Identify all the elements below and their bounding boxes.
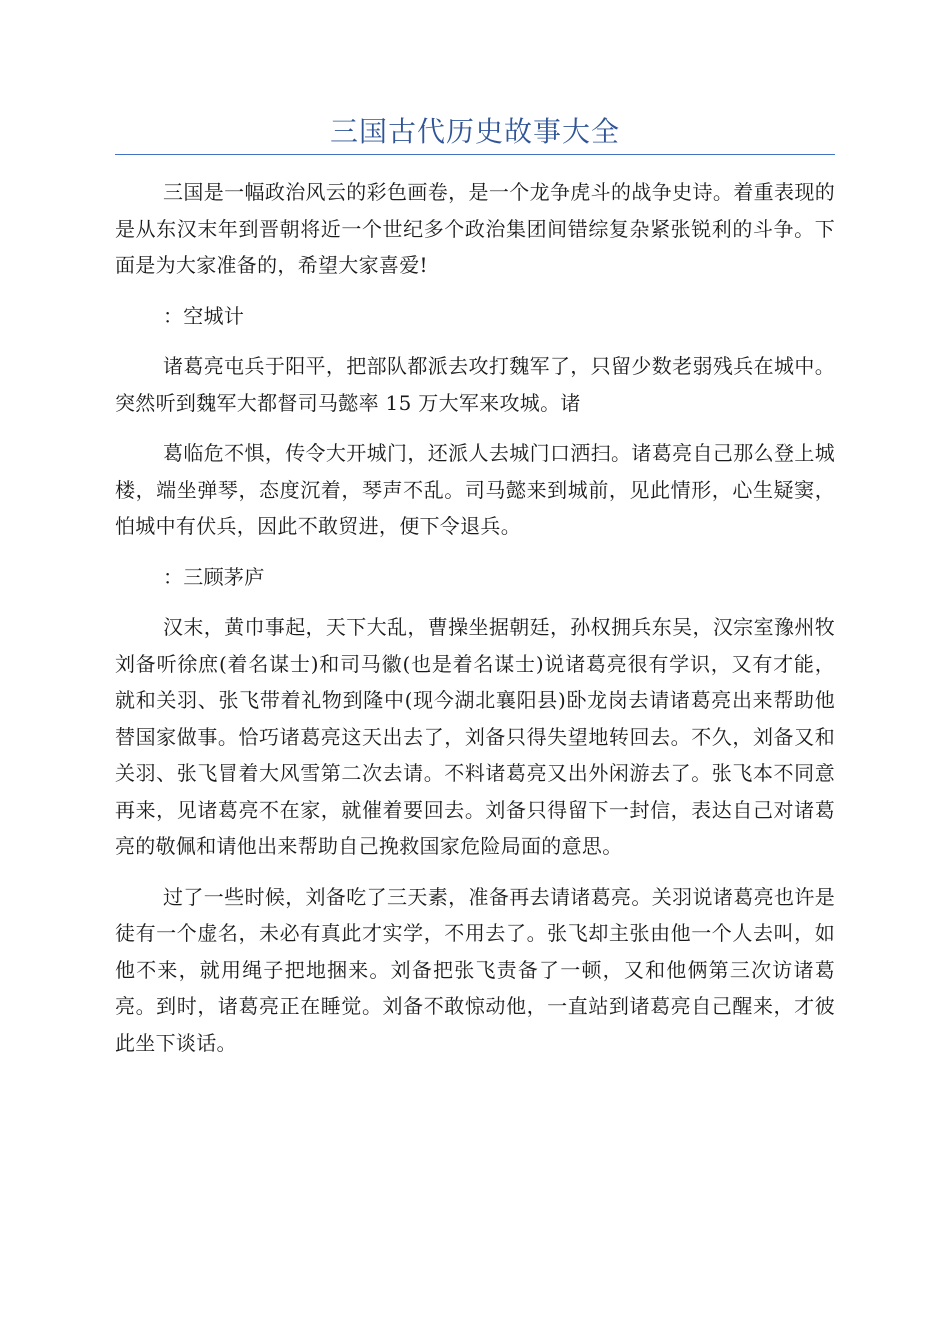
paragraph-empty-city-1: 诸葛亮屯兵于阳平，把部队都派去攻打魏军了，只留少数老弱残兵在城中。突然听到魏军大都督司马懿率 15 万大军来攻城。诸 xyxy=(115,354,835,415)
title-underline xyxy=(115,154,835,155)
document-body xyxy=(115,174,835,1075)
section-heading-three-visits: ：三顾茅庐 xyxy=(163,564,265,589)
paragraph-three-visits-2: 过了一些时候，刘备吃了三天素，准备再去请诸葛亮。关羽说诸葛亮也许是徒有一个虚名，未必有真此才实学，不用去了。张飞却主张由他一个人去叫，如他不来，就用绳子把地捆来。刘备把张飞责备了一顿，又和他俩第三次访诸葛亮。到时，诸葛亮正在睡觉。刘备不敢惊动他，一直站到诸葛亮自己醒来，才彼此坐下谈话。 xyxy=(115,884,835,1055)
paragraph-intro: 三国是一幅政治风云的彩色画卷，是一个龙争虎斗的战争史诗。着重表现的是从东汉末年到晋朝将近一个世纪多个政治集团间错综复杂紧张锐利的斗争。下面是为大家准备的，希望大家喜爱! xyxy=(115,180,835,277)
paragraph-empty-city-2: 葛临危不惧，传令大开城门，还派人去城门口洒扫。诸葛亮自己那么登上城楼，端坐弹琴，态度沉着，琴声不乱。司马懿来到城前，见此情形，心生疑窦，怕城中有伏兵，因此不敢贸进，便下令退兵。 xyxy=(115,441,835,538)
paragraph-three-visits-1: 汉末，黄巾事起，天下大乱，曹操坐据朝廷，孙权拥兵东吴，汉宗室豫州牧刘备听徐庶(着名谋士)和司马徽(也是着名谋士)说诸葛亮很有学识，又有才能，就和关羽、张飞带着礼物到隆中(现今湖北襄阳县)卧龙岗去请诸葛亮出来帮助他替国家做事。恰巧诸葛亮这天出去了，刘备只得失望地转回去。不久，刘备又和关羽、张飞冒着大风雪第二次去请。不料诸葛亮又出外闲游去了。张飞本不同意再来，见诸葛亮不在家，就催着要回去。刘备只得留下一封信，表达自己对诸葛亮的敬佩和请他出来帮助自己挽救国家危险局面的意思。 xyxy=(115,615,835,858)
page-title: 三国古代历史故事大全 xyxy=(329,115,620,148)
section-heading-empty-city: ：空城计 xyxy=(163,303,245,328)
